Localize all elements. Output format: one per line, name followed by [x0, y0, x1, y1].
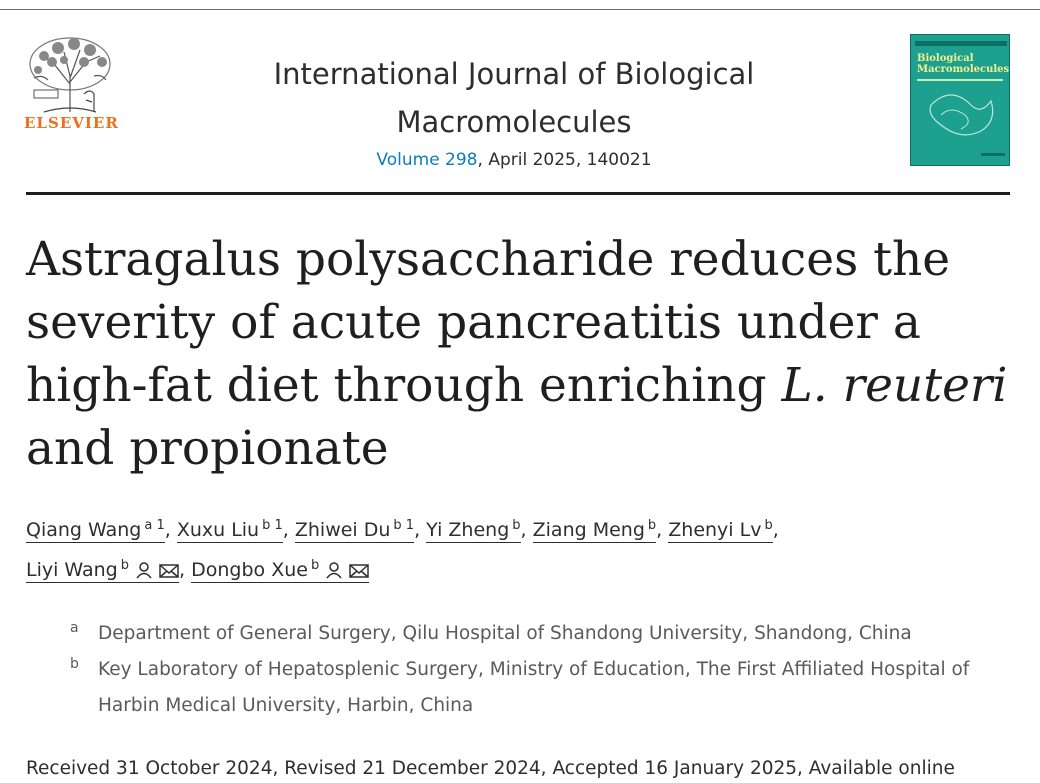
affiliation-label: a	[70, 620, 79, 636]
affiliation-text: Department of General Surgery, Qilu Hospital of Shandong University, Shandong, China	[98, 623, 912, 644]
affiliation-item	[70, 616, 1010, 652]
author-link[interactable]	[533, 519, 657, 543]
affiliation-list	[70, 616, 1010, 724]
author-affil-sup: b	[310, 558, 320, 573]
author-affil-sup: b 1	[393, 518, 415, 533]
publisher-name: ELSEVIER	[24, 114, 119, 132]
author-name: Qiang Wang	[26, 519, 142, 541]
person-icon	[135, 561, 153, 579]
volume-link[interactable]: Volume 298	[376, 150, 478, 170]
author-link[interactable]	[426, 519, 520, 543]
author-list: Qiang Wang $^{a 1}$, Xuxu Liu $^{b 1}$, Zhiwei Du $^{b 1}$, Yi Zheng $^b$, Ziang Meng $^b$, Zhenyi Lv $^b$, Liyi Wang $^b$ , Dongbo Xue $^b$	[26, 518, 779, 581]
author-link[interactable]	[26, 559, 179, 583]
author-affil-sup: b 1	[262, 518, 283, 533]
journal-title-line2: Macromolecules	[396, 105, 632, 139]
journal-title-line1: International Journal of Biological	[273, 57, 755, 91]
article-history: Received 31 October 2024, Revised 21 December 2024, Accepted 16 January 2025, Available online	[26, 758, 955, 779]
author-name: Yi Zheng	[426, 519, 510, 541]
affiliation-text: Key Laboratory of Hepatosplenic Surgery, Ministry of Education, The First Affiliated Hospital of Harbin Medical University, Harbin, China	[98, 659, 970, 716]
author-link[interactable]	[191, 559, 369, 583]
affiliation-label: b	[70, 656, 79, 672]
author-affil-sup: a 1	[144, 518, 165, 533]
author-affil-sup: b	[647, 518, 657, 533]
volume-info	[220, 150, 808, 170]
top-divider	[0, 9, 1040, 10]
article-title-italic: L. reuteri	[781, 358, 1008, 413]
author-name: Liyi Wang	[26, 559, 118, 581]
person-icon	[325, 561, 343, 579]
author-link[interactable]	[295, 519, 414, 543]
cover-title: Biological Macromolecules	[917, 53, 1010, 75]
cover-illustration	[911, 35, 1010, 166]
header-rule	[26, 192, 1010, 195]
author-name: Xuxu Liu	[176, 519, 260, 541]
journal-title[interactable]	[220, 50, 808, 146]
author-link[interactable]	[26, 519, 165, 543]
author-name: Dongbo Xue	[191, 559, 308, 581]
email-icon	[159, 563, 179, 579]
affiliation-item	[70, 652, 1010, 724]
issue-details: , April 2025, 140021	[477, 150, 652, 170]
author-link[interactable]	[177, 519, 283, 543]
author-affil-sup: b	[120, 558, 130, 573]
author-link[interactable]	[668, 519, 772, 543]
email-icon	[349, 563, 369, 579]
author-affil-sup: b	[512, 518, 521, 533]
author-name: Zhiwei Du	[294, 519, 391, 541]
article-title-text-2: and propionate	[26, 421, 389, 476]
journal-cover-thumbnail[interactable]	[910, 34, 1010, 166]
author-name: Ziang Meng	[532, 519, 645, 541]
article-title	[26, 228, 1016, 480]
author-affil-sup: b	[764, 518, 773, 533]
article-title-text-1: Astragalus polysaccharide reduces the severity of acute pancreatitis under a high-fat diet through enriching	[26, 232, 951, 413]
author-name: Zhenyi Lv	[668, 519, 762, 541]
